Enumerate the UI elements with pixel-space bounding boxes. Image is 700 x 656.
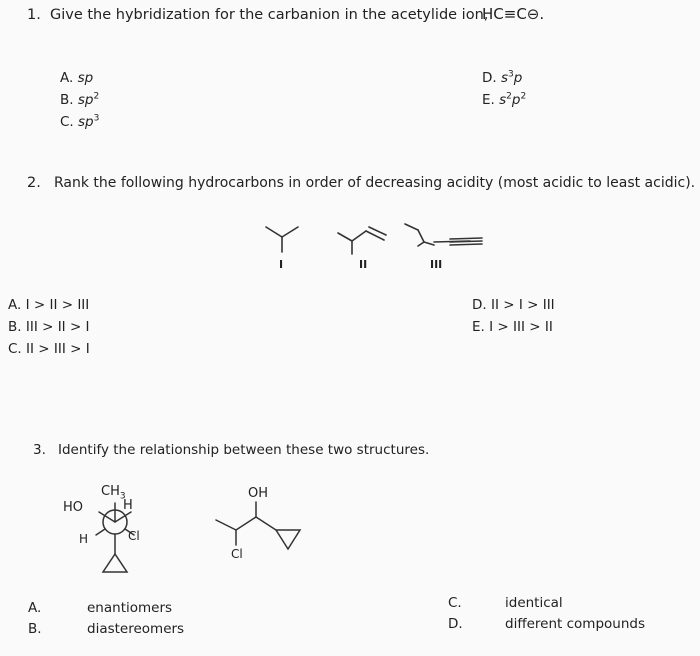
cyclopropyl-ring-skeletal — [276, 530, 300, 549]
q2-number: 2. — [27, 175, 41, 191]
option-letter: C. — [8, 341, 22, 357]
option-letter: D. — [472, 297, 487, 313]
q3-option-b-letter[interactable]: B. — [28, 621, 42, 637]
q3-option-d-letter[interactable]: D. — [448, 616, 463, 632]
option-text-p: p — [511, 92, 521, 108]
q3-option-a-letter[interactable]: A. — [28, 600, 42, 616]
q1-text: Give the hybridization for the carbanion in the acetylide ion, — [50, 7, 489, 23]
option-exponent: 3 — [93, 113, 100, 124]
structure-label-iii: III — [430, 258, 443, 271]
structure-label-ii: II — [359, 258, 368, 271]
option-letter: A. — [8, 297, 22, 313]
option-text: I > II > III — [25, 297, 90, 313]
option-text: sp — [78, 114, 94, 130]
q3-option-c-letter[interactable]: C. — [448, 595, 462, 611]
option-exponent-2: 2 — [520, 91, 527, 102]
q1-number: 1. — [27, 7, 41, 23]
skeletal-label-oh: OH — [248, 486, 269, 501]
q1-period: . — [539, 5, 545, 23]
option-letter: B. — [60, 92, 74, 108]
option-letter: D. — [482, 70, 497, 86]
skeletal-label-cl: Cl — [231, 547, 243, 561]
carbanion-charge-symbol: ⊖ — [526, 5, 540, 23]
structure-label-i: I — [279, 258, 284, 271]
option-exponent: 2 — [506, 91, 512, 102]
option-text-s: s — [499, 92, 507, 108]
option-exponent: 3 — [508, 69, 514, 80]
option-letter: E. — [472, 319, 485, 335]
option-letter: E. — [482, 92, 495, 108]
q3-option-c-text[interactable]: identical — [505, 595, 563, 611]
option-letter: B. — [8, 319, 22, 335]
q3-option-a-text[interactable]: enantiomers — [87, 600, 173, 616]
newman-label-top: $CH_3$ — [101, 484, 126, 502]
acetylide-formula: HC≡C — [482, 5, 527, 23]
q2-text: Rank the following hydrocarbons in order of decreasing acidity (most acidic to least acidic). — [54, 175, 696, 191]
q3-text: Identify the relationship between these two structures. — [58, 442, 430, 458]
option-letter: C. — [60, 114, 74, 130]
option-letter: A. — [60, 70, 74, 86]
option-text: sp — [77, 92, 94, 108]
newman-label-bottom-right: Cl — [128, 529, 140, 543]
newman-label-top-right: H — [123, 498, 133, 513]
q3-option-d-text[interactable]: different compounds — [505, 616, 646, 632]
option-text: I > III > II — [489, 319, 553, 335]
newman-label-left: HO — [63, 500, 84, 515]
newman-label-bottom-left: H — [79, 532, 89, 546]
q3-number: 3. — [33, 442, 46, 458]
option-text: sp — [77, 70, 94, 86]
option-text: II > III > I — [26, 341, 90, 357]
option-text-s: s — [500, 70, 509, 86]
option-exponent: 2 — [93, 91, 100, 102]
option-text-p: p — [513, 70, 523, 86]
option-text: III > II > I — [25, 319, 90, 335]
option-text: II > I > III — [490, 297, 555, 313]
q3-option-b-text[interactable]: diastereomers — [87, 621, 185, 637]
